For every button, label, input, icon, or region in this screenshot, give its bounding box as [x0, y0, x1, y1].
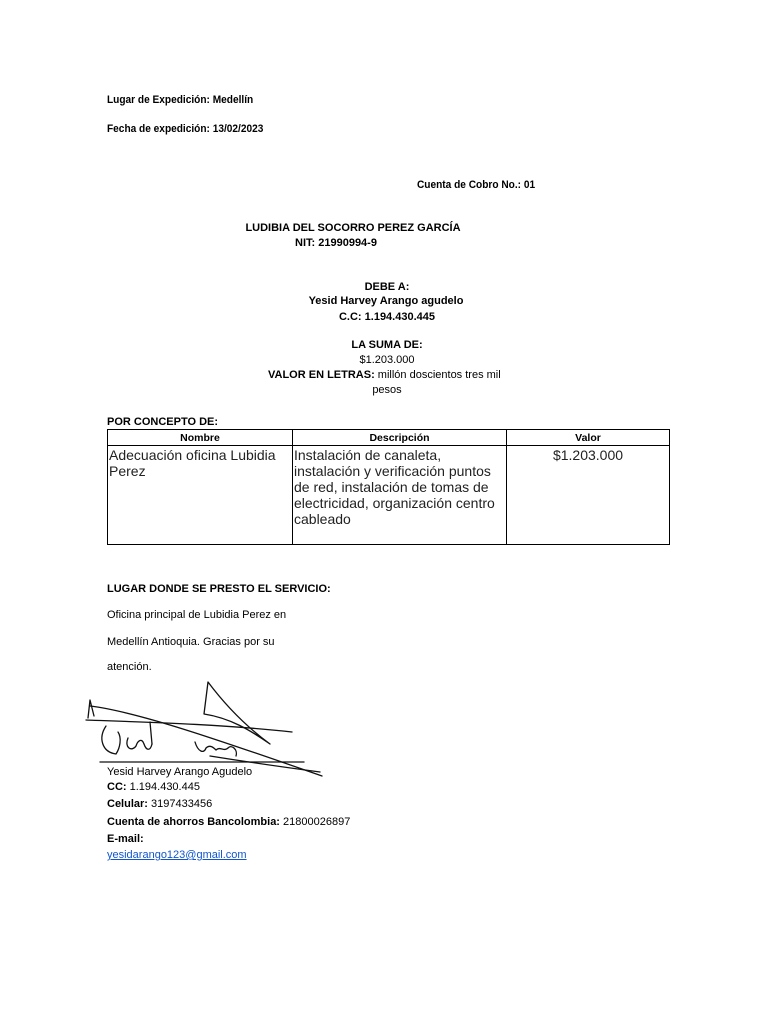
signer-bank-value: 21800026897 [279, 816, 351, 828]
signer-celular [107, 798, 212, 810]
valor-letras-label: VALOR EN LETRAS: [268, 369, 375, 381]
signer-email-label: E-mail: [107, 833, 144, 845]
service-place-label: LUGAR DONDE SE PRESTO EL SERVICIO: [107, 583, 331, 595]
service-place-line2: Medellín Antioquia. Gracias por su [107, 636, 275, 648]
suma-label: LA SUMA DE: [351, 339, 423, 351]
concepto-label: POR CONCEPTO DE: [107, 416, 219, 428]
lugar-expedicion: Lugar de Expedición: Medellín [107, 94, 254, 106]
service-place-line1: Oficina principal de Lubidia Perez en [107, 609, 287, 621]
debe-a-label: DEBE A: [364, 281, 410, 293]
cell-nombre: Adecuación oficina Lubidia Perez [108, 446, 293, 545]
table-header-row [108, 430, 670, 446]
signer-cc [107, 781, 200, 793]
suma-value: $1.203.000 [359, 354, 415, 366]
column-header-valor: Valor [507, 430, 670, 446]
valor-letras-continuation: pesos [372, 384, 402, 396]
column-header-descripcion: Descripción [293, 430, 507, 446]
signer-email-link[interactable]: yesidarango123@gmail.com [107, 849, 247, 861]
issuer-nit: NIT: 21990994-9 [295, 237, 377, 249]
signer-name: Yesid Harvey Arango Agudelo [107, 766, 253, 778]
table-row [108, 446, 670, 545]
signer-celular-value: 3197433456 [147, 798, 213, 810]
concept-table [107, 429, 670, 545]
service-place-line3: atención. [107, 661, 152, 673]
signer-bank-label: Cuenta de ahorros Bancolombia: [107, 816, 280, 828]
cuenta-cobro-numero: Cuenta de Cobro No.: 01 [417, 179, 536, 191]
signer-cc-value: 1.194.430.445 [126, 781, 200, 793]
signer-bank-account [107, 816, 350, 828]
debtor-name: Yesid Harvey Arango agudelo [308, 295, 464, 307]
debtor-cc: C.C: 1.194.430.445 [338, 311, 435, 323]
issuer-name: LUDIBIA DEL SOCORRO PEREZ GARCÍA [245, 222, 461, 234]
cell-descripcion: Instalación de canaleta, instalación y verificación puntos de red, instalación de tomas de electricidad, organización centro cableado [293, 446, 507, 545]
cell-valor: $1.203.000 [507, 446, 670, 545]
signer-cc-label: CC: [107, 781, 127, 793]
fecha-expedicion: Fecha de expedición: 13/02/2023 [107, 123, 264, 135]
signer-celular-label: Celular: [107, 798, 148, 810]
valor-letras [268, 369, 501, 381]
valor-letras-text: millón doscientos tres mil [374, 369, 501, 381]
column-header-nombre: Nombre [108, 430, 293, 446]
